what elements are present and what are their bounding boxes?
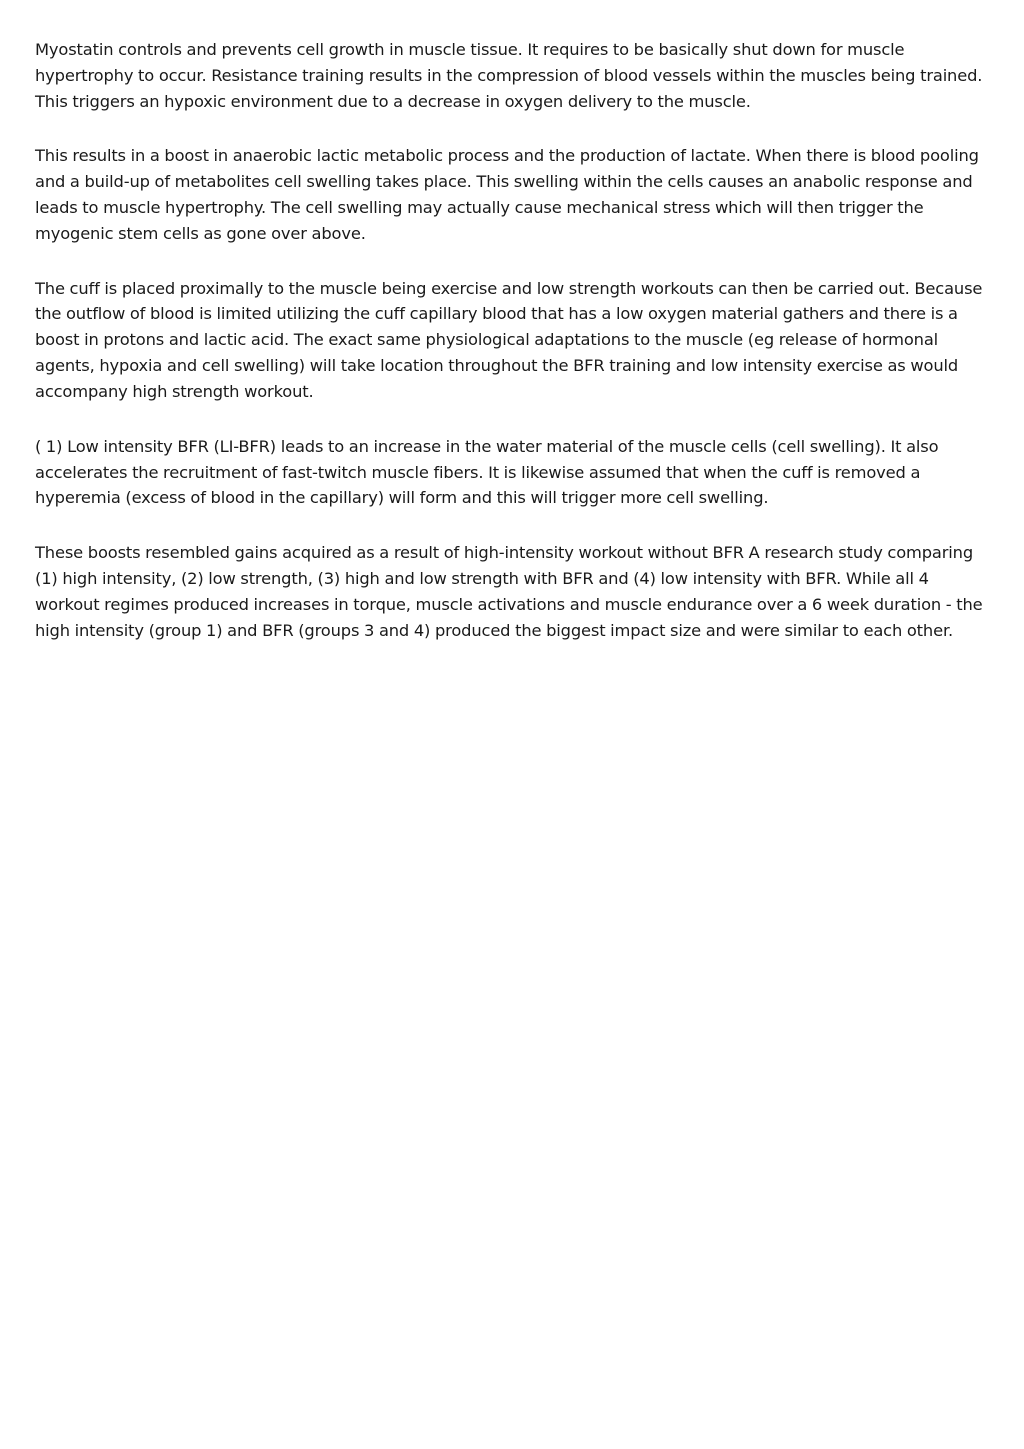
article-body: [35, 37, 989, 672]
paragraph-cuff-placement: The cuff is placed proximally to the muscle being exercise and low strength workouts can then be carried out. Because the outflow of blood is limited utilizing the cuff capillary blood that has a low oxygen material gathers and there is a boost in protons and lactic acid. The exact same physiological adaptations to the muscle (eg release of hormonal agents, hypoxia and cell swelling) will take location throughout the BFR training and low intensity exercise as would accompany high strength workout.: [35, 278, 983, 402]
paragraph-myostatin: Myostatin controls and prevents cell growth in muscle tissue. It requires to be basically shut down for muscle hypertrophy to occur. Resistance training results in the compression of blood vessels within the muscles being trained. This triggers an hypoxic environment due to a decrease in oxygen delivery to the muscle.: [35, 40, 983, 111]
paragraph-research-study: These boosts resembled gains acquired as a result of high-intensity workout without BFR A research study comparing (1) high intensity, (2) low strength, (3) high and low strength with BFR and (4) low intensity with BFR. While all 4 workout regimes produced increases in torque, muscle activations and muscle endurance over a 6 week duration - the high intensity (group 1) and BFR (groups 3 and 4) produced the biggest impact size and were similar to each other.: [35, 542, 983, 640]
paragraph-anaerobic-lactic: This results in a boost in anaerobic lactic metabolic process and the production of lactate. When there is blood pooling and a build-up of metabolites cell swelling takes place. This swelling within the cells causes an anabolic response and leads to muscle hypertrophy. The cell swelling may actually cause mechanical stress which will then trigger the myogenic stem cells as gone over above.: [35, 146, 979, 244]
paragraph-li-bfr: ( 1) Low intensity BFR (LI-BFR) leads to an increase in the water material of the muscle cells (cell swelling). It also accelerates the recruitment of fast-twitch muscle fibers. It is likewise assumed that when the cuff is removed a hyperemia (excess of blood in the capillary) will form and this will trigger more cell swelling.: [35, 436, 939, 508]
